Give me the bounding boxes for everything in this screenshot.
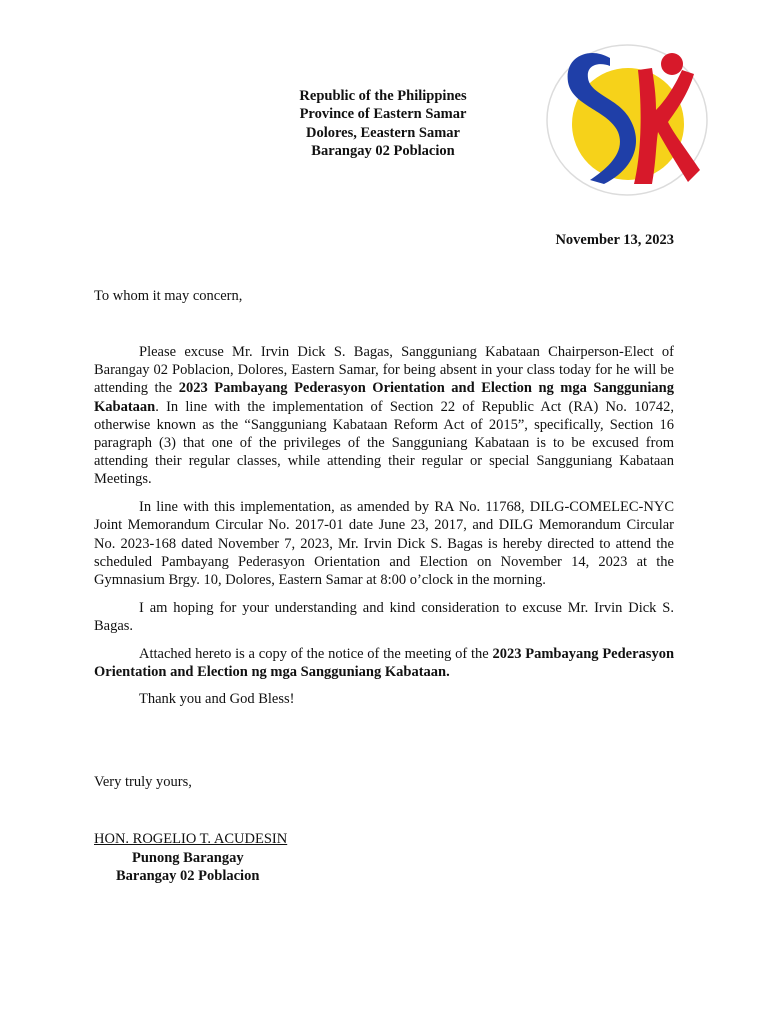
letterhead-line-republic: Republic of the Philippines <box>299 88 467 104</box>
signatory-unit: Barangay 02 Poblacion <box>116 868 260 884</box>
salutation: To whom it may concern, <box>94 288 243 304</box>
sk-logo <box>546 44 708 196</box>
body-text: I am hoping for your understanding and kind consideration to excuse Mr. Irvin Dick S. Bagas. <box>94 599 674 634</box>
signatory-position: Punong Barangay <box>132 849 244 866</box>
body-paragraph <box>94 498 674 589</box>
signature-block <box>94 830 287 886</box>
signatory-name: HON. ROGELIO T. ACUDESIN <box>94 831 288 847</box>
body-paragraph <box>94 690 674 708</box>
body-bold-text: 2023 Pambayang Pederasyon Orientation and Election ng mga Sangguniang Kabataan. <box>94 645 675 680</box>
body-text: Please excuse Mr. Irvin Dick S. Bagas, Sangguniang Kabataan Chairperson-Elect of Barangay 02 Poblacion, Dolores, Eastern Samar, for being absent in your class today for he will be attending the <box>94 344 674 397</box>
body-paragraph <box>94 599 674 635</box>
letterhead-line-province: Province of Eastern Samar <box>299 106 467 123</box>
body-text: Attached hereto is a copy of the notice of the meeting of the <box>139 645 493 662</box>
complimentary-close: Very truly yours, <box>94 774 192 790</box>
body-text: . In line with the implementation of Section 22 of Republic Act (RA) No. 10742, otherwise known as the “Sangguniang Kabataan Reform Act of 2015”, specifically, Section 16 paragraph (3) that one of the privileges of the Sangguniang Kabataan is to be excused from attending their regular classes, while attending their regular or special Sangguniang Kabataan Meetings. <box>94 398 674 488</box>
body-text: Thank you and God Bless! <box>139 691 295 708</box>
body-paragraph <box>94 343 674 489</box>
letterhead-line-municipality: Dolores, Eeastern Samar <box>306 124 460 141</box>
letter-body <box>94 343 674 718</box>
body-bold-text: 2023 Pambayang Pederasyon Orientation and Election ng mga Sangguniang Kabataan <box>94 380 675 415</box>
sk-logo-graphic <box>546 44 708 196</box>
body-text: In line with this implementation, as amended by RA No. 11768, DILG-COMELEC-NYC Joint Memorandum Circular No. 2017-01 date June 23, 2017, and DILG Memorandum Circular No. 2023-168 dated November 7, 2023, Mr. Irvin Dick S. Bagas is hereby directed to attend the scheduled Pambayang Pederasyon Orientation and Election on November 14, 2023 at the Gymnasium Brgy. 10, Dolores, Eastern Samar at 8:00 o’clock in the morning. <box>94 499 674 588</box>
logo-red-head <box>661 53 683 75</box>
letterhead-line-barangay: Barangay 02 Poblacion <box>311 142 455 159</box>
letter-date: November 13, 2023 <box>555 232 674 248</box>
body-paragraph <box>94 645 674 681</box>
letterhead <box>230 87 536 160</box>
